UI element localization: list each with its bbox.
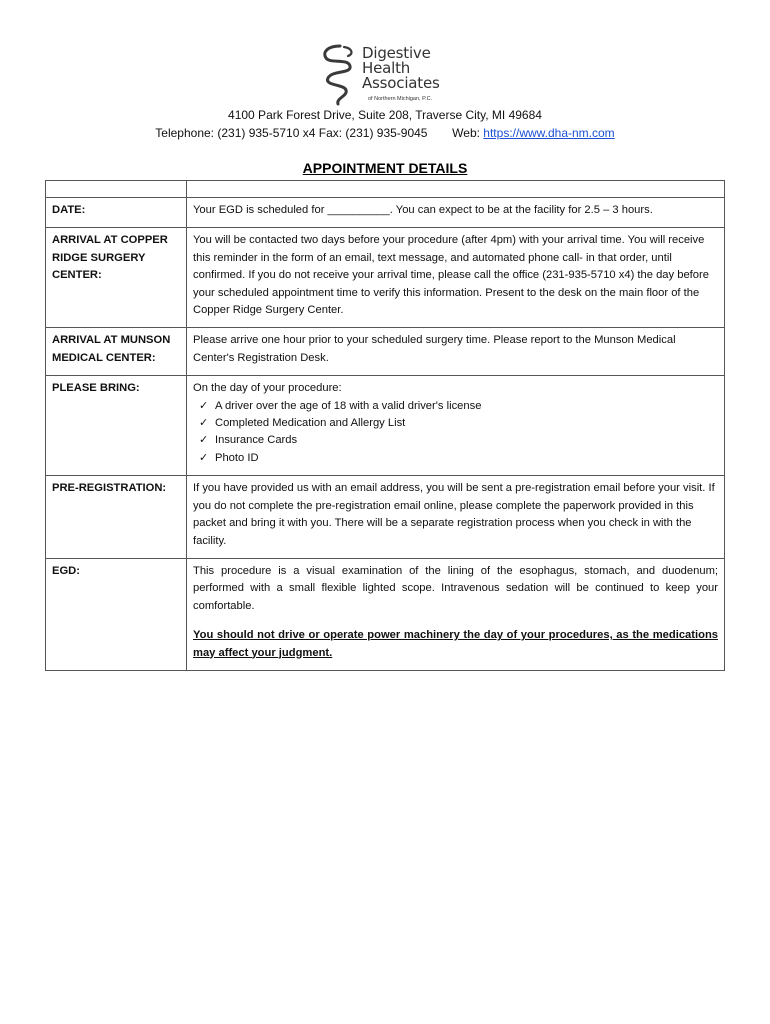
egd-warning: You should not drive or operate power machinery the day of your procedures, as the medications may affect your judgment. — [193, 629, 718, 659]
page-title: APPOINTMENT DETAILS — [302, 160, 468, 176]
table-row-munson — [46, 328, 725, 376]
bring-intro: On the day of your procedure: — [193, 382, 342, 395]
table-row-copper-ridge — [46, 228, 725, 328]
checkmark-icon: ✓ — [199, 451, 209, 464]
row-text: You will be contacted two days before your procedure (after 4pm) with your arrival time. You will receive this reminder in the form of an email, text message, and automated phone call- in that order, until confirmed. If you do not receive your arrival time, please call the office (231-935-5710 x4) the day before your scheduled appointment time to verify this information. Present to the desk on the main floor of the Copper Ridge Surgery Center. — [187, 228, 725, 328]
checkmark-icon: ✓ — [199, 417, 209, 430]
list-item — [193, 432, 718, 449]
logo-wordmark — [362, 46, 440, 91]
contact-line — [0, 126, 770, 140]
row-label: EGD: — [46, 558, 187, 670]
row-text: If you have provided us with an email address, you will be sent a pre-registration email before your visit. If you do not complete the pre-registration email online, please complete the paperwork provided in this packet and bring it with you. There will be a separate registration process when you check in with the facility. — [187, 476, 725, 559]
checkmark-icon: ✓ — [199, 434, 209, 447]
row-label: DATE: — [46, 198, 187, 228]
table-cell — [46, 181, 187, 198]
logo-line-3: Associates — [362, 74, 440, 92]
row-text — [187, 558, 725, 670]
egd-description: This procedure is a visual examination of the lining of the esophagus, stomach, and duodenum; performed with a small flexible lighted scope. Intravenous sedation will be continued to keep your comfortable. — [193, 564, 718, 612]
list-item-text: A driver over the age of 18 with a valid driver's license — [215, 399, 482, 412]
list-item-text: Completed Medication and Allergy List — [215, 417, 406, 430]
row-label: PLEASE BRING: — [46, 376, 187, 476]
checkmark-icon: ✓ — [199, 399, 209, 412]
table-header-row — [46, 181, 725, 198]
row-label: PRE-REGISTRATION: — [46, 476, 187, 559]
logo-line-1: Digestive — [362, 44, 431, 62]
web-label: Web: — [452, 126, 484, 140]
row-label: ARRIVAL AT COPPER RIDGE SURGERY CENTER: — [46, 228, 187, 328]
logo-line-2: Health — [362, 59, 411, 77]
table-row-please-bring — [46, 376, 725, 476]
table-row-pre-registration — [46, 476, 725, 559]
table-row-date — [46, 198, 725, 228]
phone-fax: Telephone: (231) 935-5710 x4 Fax: (231) 935-9045 — [155, 126, 428, 140]
row-text: Please arrive one hour prior to your scheduled surgery time. Please report to the Munson Medical Center's Registration Desk. — [187, 328, 725, 376]
list-item — [193, 450, 718, 467]
list-item-text: Photo ID — [215, 451, 259, 464]
list-item — [193, 415, 718, 432]
table-cell — [187, 181, 725, 198]
row-text — [187, 376, 725, 476]
list-item — [193, 398, 718, 415]
logo-subtitle: of Northern Michigan, P.C. — [368, 96, 433, 102]
list-item-text: Insurance Cards — [215, 434, 298, 447]
appointment-details-table — [45, 180, 725, 671]
table-row-egd — [46, 558, 725, 670]
website-link[interactable]: https://www.dha-nm.com — [483, 126, 615, 140]
address-line: 4100 Park Forest Drive, Suite 208, Traverse City, MI 49684 — [228, 108, 542, 122]
digestive-tract-icon — [318, 44, 362, 106]
company-logo — [318, 44, 468, 106]
row-label: ARRIVAL AT MUNSON MEDICAL CENTER: — [46, 328, 187, 376]
row-text: Your EGD is scheduled for __________. You can expect to be at the facility for 2.5 – 3 hours. — [187, 198, 725, 228]
bring-checklist — [193, 398, 718, 468]
